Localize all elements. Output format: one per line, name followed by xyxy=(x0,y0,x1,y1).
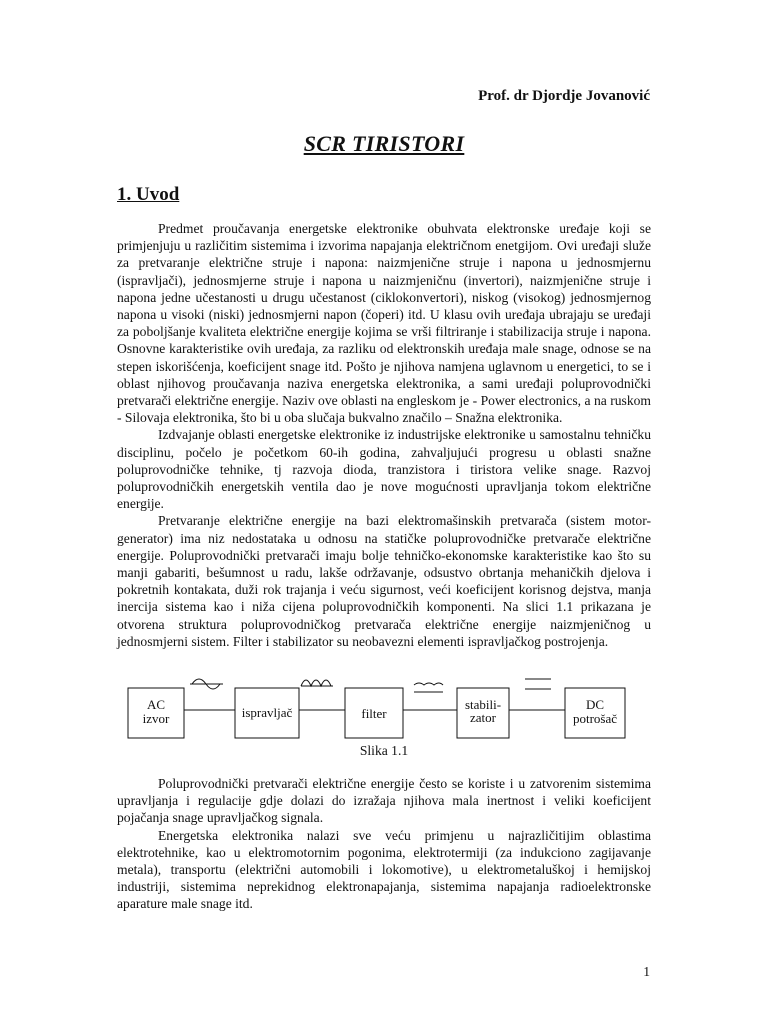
paragraph-5: Energetska elektronika nalazi sve veću primjenu u najrazličitijim oblastima elektrotehnike, kao u elektromotornim pogonima, elektrotermiji (za indukciono zagijavanje metala), transportu (električni automobili i lokomotive), u elektrometaluškoj i hemijskoj industriji, sistemima neprekidnog elektronapajanja, sistemima napajanja radioelektronske aparature male snage itd. xyxy=(117,827,651,912)
page-number: 1 xyxy=(643,964,650,979)
filtered-waveform xyxy=(414,683,443,685)
label-filter: filter xyxy=(361,706,387,721)
rectified-waveform xyxy=(301,680,331,686)
body-text-top xyxy=(117,220,651,650)
label-dc: DC xyxy=(585,697,605,712)
paragraph-3: Pretvaranje električne energije na bazi elektromašinskih pretvarača (sistem motor-generator) ima niz nedostataka u odnosu na statičke poluprovodničke pretvarače električne energije. Poluprovodnički pretvarači imaju bolje tehničko-ekonomske karakteristike kao što su manji gabariti, bešumnost u radu, lakše održavanje, odsustvo obrtanja mehaničkih djelova i pokretnih kontakata, duži rok trajanja i veću sigurnost, veći koeficijent korisnog dejstva, manja inercija sistema kao i niža cijena poluprovodničkih komponenti. Na slici 1.1 prikazana je otvorena struktura poluprovodničkog pretvarača električne energije naizmjeničnog u jednosmjerni sistem. Filter i stabilizator su neobavezni elementi ispravljačkog postrojenja. xyxy=(117,513,651,649)
label-dc-load: potrošač xyxy=(572,711,618,726)
label-stabilizer-2: zator xyxy=(470,710,496,725)
paragraph-4: Poluprovodnički pretvarači električne energije često se koriste i u zatvorenim sistemima upravljanja i regulacije gdje dolazi do izražaja njihova mala inertnost i veliki koeficijent pojačanja snage upravljačkog signala. xyxy=(117,776,651,826)
body-text-bottom xyxy=(117,775,651,913)
label-rectifier: ispravljač xyxy=(241,705,293,720)
paragraph-1: Predmet proučavanja energetske elektronike obuhvata elektronske uređaje koji se primjenjuju u različitim sistemima i izvorima napajanja električnom enetgijom. Ovi uređaji služe za pretvaranje električne struje i napona: naizmjenične struje i napona u jednosmjernu (ispravljači), jednosmjerne struje i napona u naizmjeničnu (invertori), naizmjenične struje i napona jedne učestanosti u drugu učestanost (ciklokonvertori), niskog (visokog) jednosmjernog napona u visoki (niski) jednosmjerni napon (čoperi) itd. U klasu ovih uređaja ubrajaju se uređaji za poboljšanje kvaliteta električne energije kojima se vrši filtriranje i stabilizacija struje i napona. Osnovne karakteristike ovih uređaja, za razliku od elektronskih uređaja male snage, odnose se na stepen iskorišćenja, koeficijent snage itd. Pošto je njihova namjena uglavnom u energetici, to se i oblast njihovog proučavanja naziva energetska elektronika, a sami uređaji poluprovodnički pretvarači električne energije. Naziv ove oblasti na engleskom je - Power electronics, a na ruskom - Silovaja elektronika, što bi u oba slučaja bukvalno značilo – Snažna elektronika. xyxy=(117,221,651,426)
label-ac-source: izvor xyxy=(142,711,170,726)
block-diagram xyxy=(125,672,637,742)
paragraph-2: Izdvajanje oblasti energetske elektronike iz industrijske elektronike u samostalnu tehničku disciplinu, počelo je početkom 60-ih godina, zahvaljujući progresu u oblasti snažne poluprovodničke tehnike, tj razvoja dioda, tranzistora i tiristora velike snage. Razvoj poluprovodničkih energetskih ventila dao je nove mogućnosti upravljanja tokom električne energije. xyxy=(117,427,651,512)
section-heading: 1. Uvod xyxy=(117,184,180,205)
figure-caption: Slika 1.1 xyxy=(359,743,409,758)
label-ac: AC xyxy=(146,697,166,712)
label-stabilizer-1: stabili- xyxy=(464,697,502,712)
author-name: Prof. dr Djordje Jovanović xyxy=(478,88,650,104)
document-title: SCR TIRISTORI xyxy=(303,131,465,156)
